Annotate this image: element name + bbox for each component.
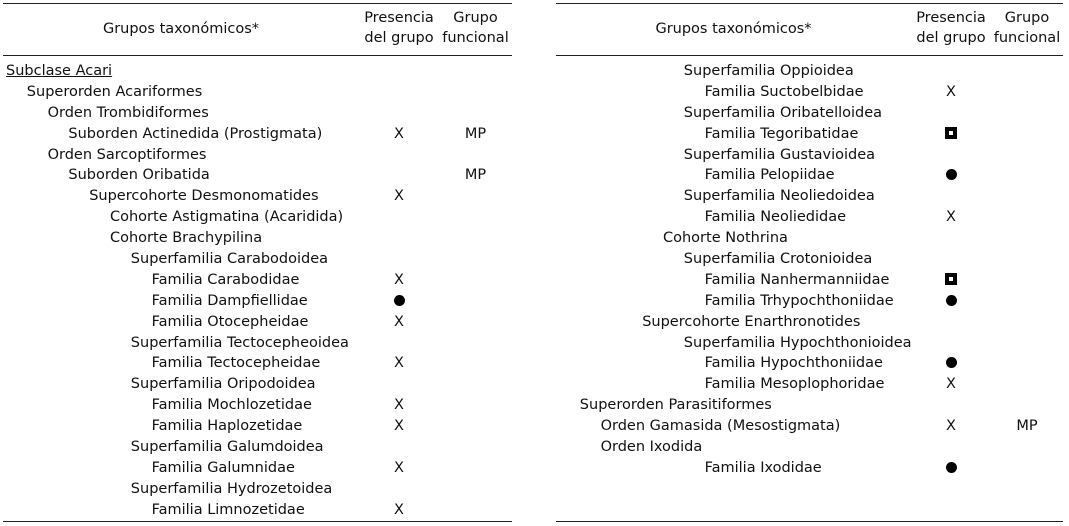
table-row [3,374,512,395]
taxon-name: Orden Sarcoptiformes [47,146,207,163]
table-header-rule [3,55,512,56]
table-bottom-rule [556,521,1063,522]
table-row [556,103,1063,124]
table-row [556,61,1063,82]
table-row [556,145,1063,166]
table-row [3,312,512,333]
table-row [556,437,1063,458]
taxon-name: Subclase Acari [6,63,113,79]
taxon-name: Supercohorte Desmonomatides [89,188,319,205]
taxon-name: Superfamilia Hydrozetoidea [130,480,333,497]
taxon-name: Superfamilia Oppioidea [683,63,854,79]
header-taxa: Grupos taxonómicos* [102,21,260,37]
table-row [556,165,1063,186]
presence-mark: X [394,355,404,372]
table-row [3,249,512,270]
table-header-rule [556,55,1063,56]
header-presence: Presencia del grupo [916,10,986,46]
taxon-name: Familia Limnozetidae [151,501,305,518]
taxon-name: Superfamilia Hypochthonioidea [683,334,912,351]
table-row [3,353,512,374]
table-row [3,124,512,145]
table-row [3,103,512,124]
presence-mark: X [946,418,956,435]
table-top-rule [556,3,1063,4]
presence-mark: X [394,313,404,330]
presence-square-icon [911,270,991,291]
table-row [556,186,1063,207]
presence-filled-circle-icon [359,291,439,312]
table-row [3,207,512,228]
taxon-name: Cohorte Brachypilina [110,230,263,247]
header-presence: Presencia del grupo [364,10,434,46]
table-row [556,353,1063,374]
table-row [3,416,512,437]
header-functional: Grupo funcional [993,10,1061,46]
header-taxa: Grupos taxonómicos* [655,21,812,37]
table-row [556,207,1063,228]
taxon-name: Superfamilia Gustavioidea [683,146,876,163]
presence-filled-circle-icon [911,458,991,479]
table-row [3,270,512,291]
taxon-name: Cohorte Nothrina [663,230,788,247]
functional-group: MP [1016,418,1038,435]
table-row [556,312,1063,333]
header-functional: Grupo funcional [442,10,509,46]
taxon-name: Orden Trombidiformes [47,104,209,121]
taxon-name: Familia Mesoplophoridae [704,376,885,393]
table-body [3,61,512,521]
presence-mark: X [394,271,404,288]
table-top-rule [3,3,512,4]
taxon-name: Familia Trhypochthoniidae [704,292,894,309]
presence-mark: X [946,376,956,393]
taxon-name: Orden Gamasida (Mesostigmata) [600,418,841,435]
taxon-name: Suborden Actinedida (Prostigmata) [68,125,323,142]
taxon-name: Familia Dampfiellidae [151,292,308,309]
taxon-name: Superorden Acariformes [26,83,203,100]
table-row [3,228,512,249]
functional-group: MP [464,125,487,142]
taxon-name: Superorden Parasitiformes [579,397,772,414]
table-row [3,333,512,354]
taxon-name: Superfamilia Crotonioidea [683,251,873,268]
taxon-name: Familia Carabodidae [151,271,300,288]
presence-mark: X [394,397,404,414]
taxon-name: Superfamilia Galumdoidea [130,439,324,456]
table-row [556,270,1063,291]
taxon-name: Superfamilia Oribatelloidea [683,104,883,121]
table-row [556,249,1063,270]
taxon-name: Cohorte Astigmatina (Acaridida) [110,209,344,226]
table-row [3,165,512,186]
table-bottom-rule [3,521,512,522]
table-body [556,61,1063,479]
taxon-name: Familia Mochlozetidae [151,397,312,414]
presence-mark: X [946,83,956,100]
taxon-name: Familia Nanhermanniidae [704,271,890,288]
taxon-name: Familia Galumnidae [151,459,295,476]
taxon-name: Familia Ixodidae [704,459,822,476]
taxon-name: Supercohorte Enarthronotides [642,313,861,330]
presence-mark: X [946,209,956,226]
taxon-name: Superfamilia Tectocepheoidea [130,334,349,351]
taxon-name: Orden Ixodida [600,439,703,456]
taxon-name: Suborden Oribatida [68,167,210,184]
table-row [3,145,512,166]
table-row [3,458,512,479]
presence-mark: X [394,501,404,518]
table-row [3,395,512,416]
presence-filled-circle-icon [911,353,991,374]
functional-group: MP [464,167,487,184]
taxon-name: Superfamilia Carabodoidea [130,251,329,268]
presence-filled-circle-icon [911,165,991,186]
presence-mark: X [394,418,404,435]
taxon-name: Familia Tegoribatidae [704,125,859,142]
taxon-name: Superfamilia Oripodoidea [130,376,316,393]
taxon-name: Familia Tectocepheidae [151,355,321,372]
taxon-name: Familia Neoliedidae [704,209,847,226]
table-row [3,291,512,312]
taxon-name: Familia Haplozetidae [151,418,303,435]
table-row [556,124,1063,145]
table-row [3,82,512,103]
table-row [3,186,512,207]
table-row [556,416,1063,437]
presence-filled-circle-icon [911,291,991,312]
presence-mark: X [394,188,404,205]
table-row [3,437,512,458]
presence-square-icon [911,124,991,145]
table-row [3,500,512,521]
presence-mark: X [394,459,404,476]
taxon-name: Familia Hypochthoniidae [704,355,883,372]
taxon-name: Familia Suctobelbidae [704,83,864,100]
table-row [556,395,1063,416]
presence-mark: X [394,125,404,142]
table-row [556,458,1063,479]
table-row [556,333,1063,354]
taxon-name: Familia Pelopiidae [704,167,835,184]
taxon-name: Familia Otocepheidae [151,313,309,330]
taxon-name: Superfamilia Neoliedoidea [683,188,875,205]
table-row [3,479,512,500]
table-row [556,228,1063,249]
table-row [3,61,512,82]
table-row [556,291,1063,312]
table-row [556,374,1063,395]
table-row [556,82,1063,103]
